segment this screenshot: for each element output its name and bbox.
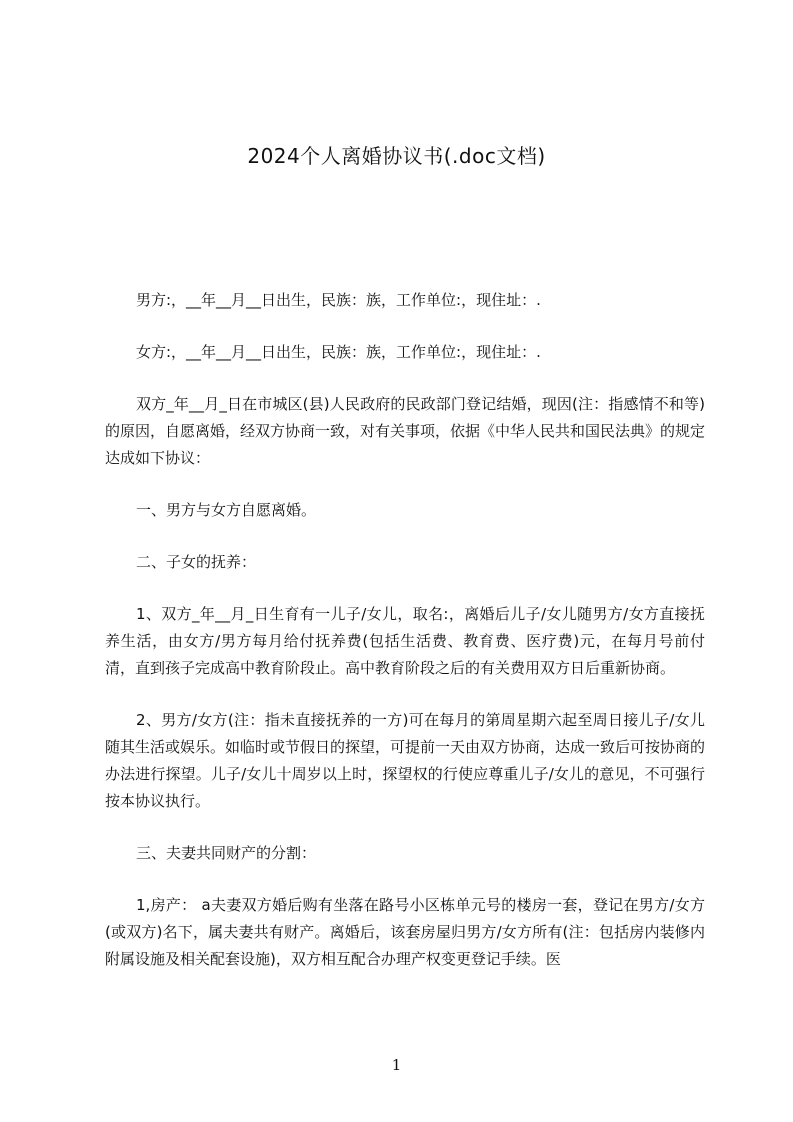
paragraph-male-party: 男方:，__年__月__日出生，民族：族，工作单位:，现住址：.: [136, 291, 541, 309]
paragraph-female-party: 女方:，__年__月__日出生，民族：族，工作单位:，现住址：.: [136, 343, 541, 361]
document-title: 2024个人离婚协议书(.doc文档): [247, 144, 546, 168]
paragraph-clause-1: 一、男方与女方自愿离婚。: [136, 501, 317, 519]
paragraph-preamble: 双方_年__月_日在市城区(县)人民政府的民政部门登记结婚，现因(注：指感情不和等)的原因，自愿离婚，经双方协商一致，对有关事项，依据《中华人民共和国民法典》的规定达成如下协议：: [105, 395, 706, 467]
paragraph-clause-2-heading: 二、子女的抚养：: [136, 553, 257, 571]
paragraph-clause-3-1: 1,房产： a夫妻双方婚后购有坐落在路号小区栋单元号的楼房一套，登记在男方/女方(或双方)名下，属夫妻共有财产。离婚后，该套房屋归男方/女方所有(注：包括房内装修内附属设施及相关配套设施)，双方相互配合办理产权变更登记手续。医: [105, 896, 705, 968]
paragraph-clause-2-1: 1、双方_年__月_日生育有一儿子/女儿，取名:，离婚后儿子/女儿随男方/女方直接抚养生活，由女方/男方每月给付抚养费(包括生活费、教育费、医疗费)元，在每月号前付清，直到孩子完成高中教育阶段止。高中教育阶段之后的有关费用双方日后重新协商。: [105, 605, 705, 677]
paragraph-clause-2-2: 2、男方/女方(注：指未直接抚养的一方)可在每月的第周星期六起至周日接儿子/女儿随其生活或娱乐。如临时或节假日的探望，可提前一天由双方协商，达成一致后可按协商的办法进行探望。儿子/女儿十周岁以上时，探望权的行使应尊重儿子/女儿的意见，不可强行按本协议执行。: [105, 711, 706, 810]
paragraph-clause-3-heading: 三、夫妻共同财产的分割：: [136, 844, 317, 862]
page-number: 1: [391, 1056, 402, 1074]
document-body: [105, 287, 705, 998]
